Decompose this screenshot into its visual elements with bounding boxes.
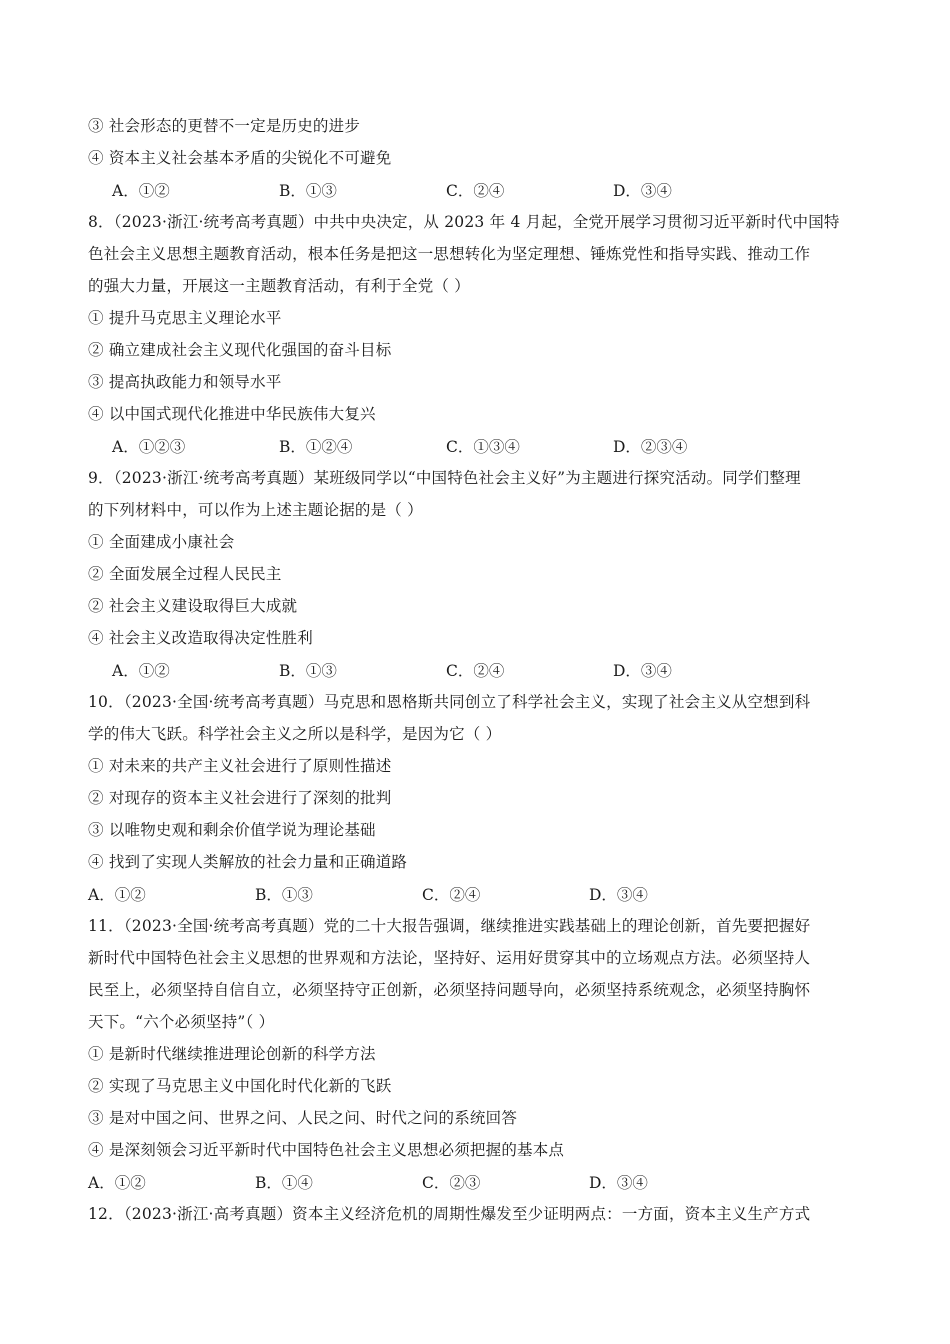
choice-item: ④ 以中国式现代化推进中华民族伟大复兴 [88, 405, 376, 423]
question-stem-line: 8．（2023·浙江·统考高考真题）中共中央决定，从 2023 年 4 月起，全党开展学习贯彻习近平新时代中国特 [88, 213, 840, 231]
question-11 [88, 910, 868, 1198]
option-a: A．①② [112, 662, 170, 680]
option-c: C．①③④ [446, 438, 520, 456]
answer-options [88, 878, 868, 910]
option-d: D．③④ [613, 182, 672, 200]
choice-item: ② 实现了马克思主义中国化时代化新的飞跃 [88, 1077, 392, 1095]
exam-page [88, 110, 868, 1230]
question-7-tail [88, 110, 868, 206]
answer-options [88, 430, 868, 462]
option-c: C．②④ [422, 886, 481, 904]
choice-item: ④ 社会主义改造取得决定性胜利 [88, 629, 313, 647]
question-stem-line: 11．（2023·全国·统考高考真题）党的二十大报告强调，继续推进实践基础上的理论创新，首先要把握好 [88, 917, 811, 935]
option-a: A．①②③ [112, 438, 186, 456]
choice-item: ③ 提高执政能力和领导水平 [88, 373, 282, 391]
question-stem-line: 9．（2023·浙江·统考高考真题）某班级同学以“中国特色社会主义好”为主题进行探究活动。同学们整理 [88, 469, 801, 487]
option-c: C．②④ [446, 662, 505, 680]
choice-item: ① 对未来的共产主义社会进行了原则性描述 [88, 757, 392, 775]
choice-item: ④ 是深刻领会习近平新时代中国特色社会主义思想必须把握的基本点 [88, 1141, 565, 1159]
option-d: D．②③④ [613, 438, 688, 456]
option-d: D．③④ [613, 662, 672, 680]
question-stem-line: 天下。“六个必须坚持”（ ） [88, 1013, 275, 1031]
option-b: B．①③ [255, 886, 313, 904]
choice-item: ④ 资本主义社会基本矛盾的尖锐化不可避免 [88, 149, 392, 167]
question-stem-line: 色社会主义思想主题教育活动，根本任务是把这一思想转化为坚定理想、锤炼党性和指导实践、推动工作 [88, 245, 811, 263]
answer-options [88, 1166, 868, 1198]
option-c: C．②③ [422, 1174, 481, 1192]
choice-item: ② 确立建成社会主义现代化强国的奋斗目标 [88, 341, 392, 359]
question-12 [88, 1198, 868, 1230]
question-stem-line: 的强大力量，开展这一主题教育活动，有利于全党（ ） [88, 277, 470, 295]
option-b: B．①③ [279, 662, 337, 680]
choice-item: ② 全面发展全过程人民民主 [88, 565, 282, 583]
option-a: A．①② [88, 886, 146, 904]
choice-item: ③ 以唯物史观和剩余价值学说为理论基础 [88, 821, 376, 839]
question-stem-line: 民至上，必须坚持自信自立，必须坚持守正创新，必须坚持问题导向，必须坚持系统观念，必须坚持胸怀 [88, 981, 811, 999]
choice-item: ② 社会主义建设取得巨大成就 [88, 597, 298, 615]
option-d: D．③④ [589, 886, 648, 904]
option-b: B．①②④ [279, 438, 353, 456]
option-b: B．①③ [279, 182, 337, 200]
option-a: A．①② [112, 182, 170, 200]
question-stem-line: 新时代中国特色社会主义思想的世界观和方法论，坚持好、运用好贯穿其中的立场观点方法。必须坚持人 [88, 949, 811, 967]
question-8 [88, 206, 868, 462]
option-b: B．①④ [255, 1174, 313, 1192]
choice-item: ① 全面建成小康社会 [88, 533, 235, 551]
option-c: C．②④ [446, 182, 505, 200]
question-stem-line: 学的伟大飞跃。科学社会主义之所以是科学，是因为它（ ） [88, 725, 502, 743]
choice-item: ② 对现存的资本主义社会进行了深刻的批判 [88, 789, 392, 807]
choice-item: ③ 社会形态的更替不一定是历史的进步 [88, 117, 361, 135]
question-stem-line: 的下列材料中，可以作为上述主题论据的是（ ） [88, 501, 423, 519]
choice-item: ① 提升马克思主义理论水平 [88, 309, 282, 327]
answer-options [88, 654, 868, 686]
choice-item: ④ 找到了实现人类解放的社会力量和正确道路 [88, 853, 408, 871]
option-d: D．③④ [589, 1174, 648, 1192]
question-stem-line: 10．（2023·全国·统考高考真题）马克思和恩格斯共同创立了科学社会主义，实现了社会主义从空想到科 [88, 693, 811, 711]
question-9 [88, 462, 868, 686]
option-a: A．①② [88, 1174, 146, 1192]
question-10 [88, 686, 868, 910]
choice-item: ① 是新时代继续推进理论创新的科学方法 [88, 1045, 376, 1063]
answer-options [88, 174, 868, 206]
choice-item: ③ 是对中国之问、世界之问、人民之问、时代之问的系统回答 [88, 1109, 518, 1127]
question-stem-line: 12．（2023·浙江·高考真题）资本主义经济危机的周期性爆发至少证明两点：一方面，资本主义生产方式 [88, 1205, 811, 1223]
